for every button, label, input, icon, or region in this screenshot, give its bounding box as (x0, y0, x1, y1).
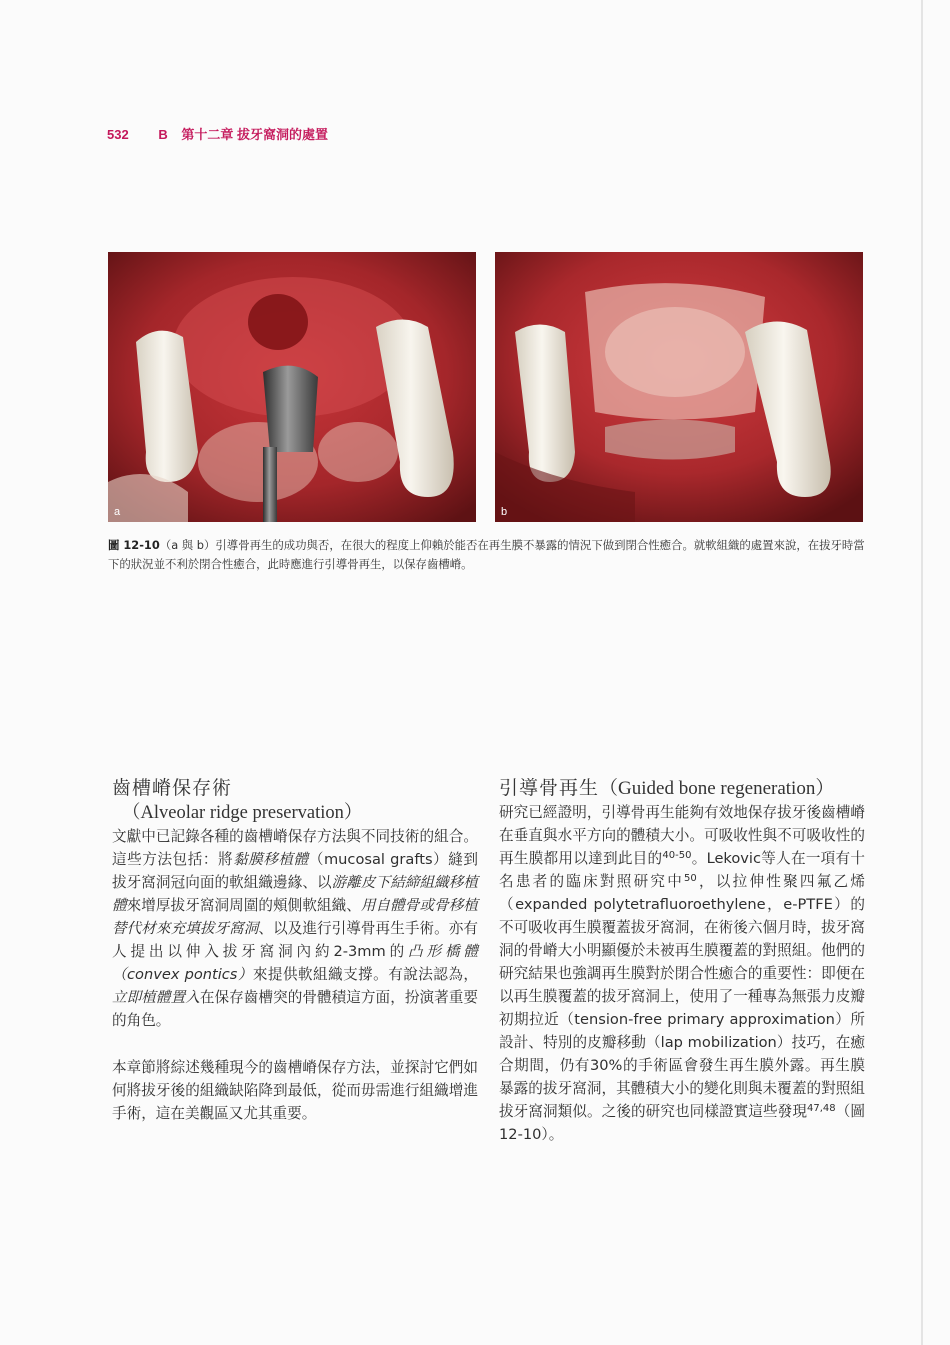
text-run: 在保存齒槽突的骨體積這方面，扮演著重要的角色。 (112, 989, 478, 1029)
italic-term: 用自體骨或骨移植替代材來充填拔牙窩洞 (112, 897, 478, 937)
running-header (107, 124, 328, 143)
citation-ref: 47,48 (807, 1103, 836, 1114)
text-run: （圖12-10）。 (499, 1103, 865, 1143)
left-column (112, 776, 478, 1125)
figure-caption-text: （a 與 b）引導骨再生的成功與否，在很大的程度上仰賴於能否在再生膜不暴露的情況下做到閉合性癒合。就軟組織的處置來說，在拔牙時當下的狀況並不利於閉合性癒合，此時應進行引導骨再生，以保存齒槽嵴。 (108, 538, 865, 571)
chapter-title: 第十二章 拔牙窩洞的處置 (181, 127, 328, 142)
page-number: 532 (107, 127, 129, 142)
citation-ref: 40-50 (662, 850, 692, 861)
italic-term: 立即植體置入 (112, 989, 200, 1006)
section-title-alveolar-ridge-preservation: 齒槽嵴保存術 (112, 777, 233, 799)
text-run: 。Lekovic等人在一項有十名患者的臨床對照研究中 (499, 850, 865, 890)
section-subtitle-english: （Alveolar ridge preservation） (122, 803, 363, 823)
page-edge-stripe (921, 0, 923, 1345)
text-run: 研究已經證明，引導骨再生能夠有效地保存拔牙後齒槽嵴在垂直與水平方向的體積大小。可吸收性與不可吸收性的再生膜都用以達到此目的 (499, 804, 865, 867)
italic-term: 凸形橋體（convex pontics） (112, 943, 478, 983)
clinical-photo-b-illustration (495, 252, 863, 522)
right-column (499, 776, 865, 1146)
text-run: 、以及進行引導骨再生手術。亦有人提出以伸入拔牙窩洞內約2-3mm的 (112, 920, 478, 960)
section-title-zh: 引導骨再生 (499, 777, 600, 799)
panel-label-b: b (501, 506, 508, 518)
figure-photo-b (495, 252, 863, 522)
text-run: 來增厚拔牙窩洞周圍的頰側軟組織、 (126, 897, 361, 914)
section-title-guided-bone-regeneration (499, 776, 865, 801)
citation-ref: 50 (684, 873, 697, 884)
figure-photo-a (108, 252, 476, 522)
body-paragraph-2: 本章節將綜述幾種現今的齒槽嵴保存方法，並探討它們如何將拔牙後的組織缺陷降到最低，從而毋需進行組織增進手術，這在美觀區又尤其重要。 (112, 1059, 478, 1122)
section-letter: B (158, 127, 168, 142)
body-paragraph-1 (112, 825, 478, 1032)
figure-caption-label: 圖 12-10 (108, 538, 160, 552)
panel-label-a: a (114, 506, 121, 518)
figure-caption (108, 536, 868, 574)
text-run: （mucosal grafts）縫到拔牙窩洞冠向面的軟組織邊緣、以 (112, 851, 478, 891)
body-paragraph-gbr (499, 801, 865, 1146)
text-run: ，以拉伸性聚四氟乙烯（expanded polytetrafluoroethylene，e-PTFE）的不可吸收再生膜覆蓋拔牙窩洞，在術後六個月時，拔牙窩洞的骨嵴大小明顯優於未被再生膜覆蓋的對照組。他們的研究結果也強調再生膜對於閉合性癒合的重要性：即便在以再生膜覆蓋的拔牙窩洞上，使用了一種專為無張力皮瓣初期拉近（tension-free primary approximation）所設計、特別的皮瓣移動（lap mobilization）技巧，在癒合期間，仍有30%的手術區會發生再生膜外露。再生膜暴露的拔牙窩洞，其體積大小的變化則與未覆蓋的對照組拔牙窩洞類似。之後的研究也同樣證實這些發現 (499, 873, 865, 1120)
text-run: 來提供軟組織支撐。有說法認為， (252, 966, 478, 983)
italic-term: 游離皮下結締組織移植體 (112, 874, 478, 914)
italic-term: 黏膜移植體 (233, 851, 309, 868)
clinical-photo-a-illustration (108, 252, 476, 522)
section-title-en: （Guided bone regeneration） (599, 778, 835, 799)
text-run: 文獻中已記錄各種的齒槽嵴保存方法與不同技術的組合。這些方法包括：將 (112, 828, 478, 868)
